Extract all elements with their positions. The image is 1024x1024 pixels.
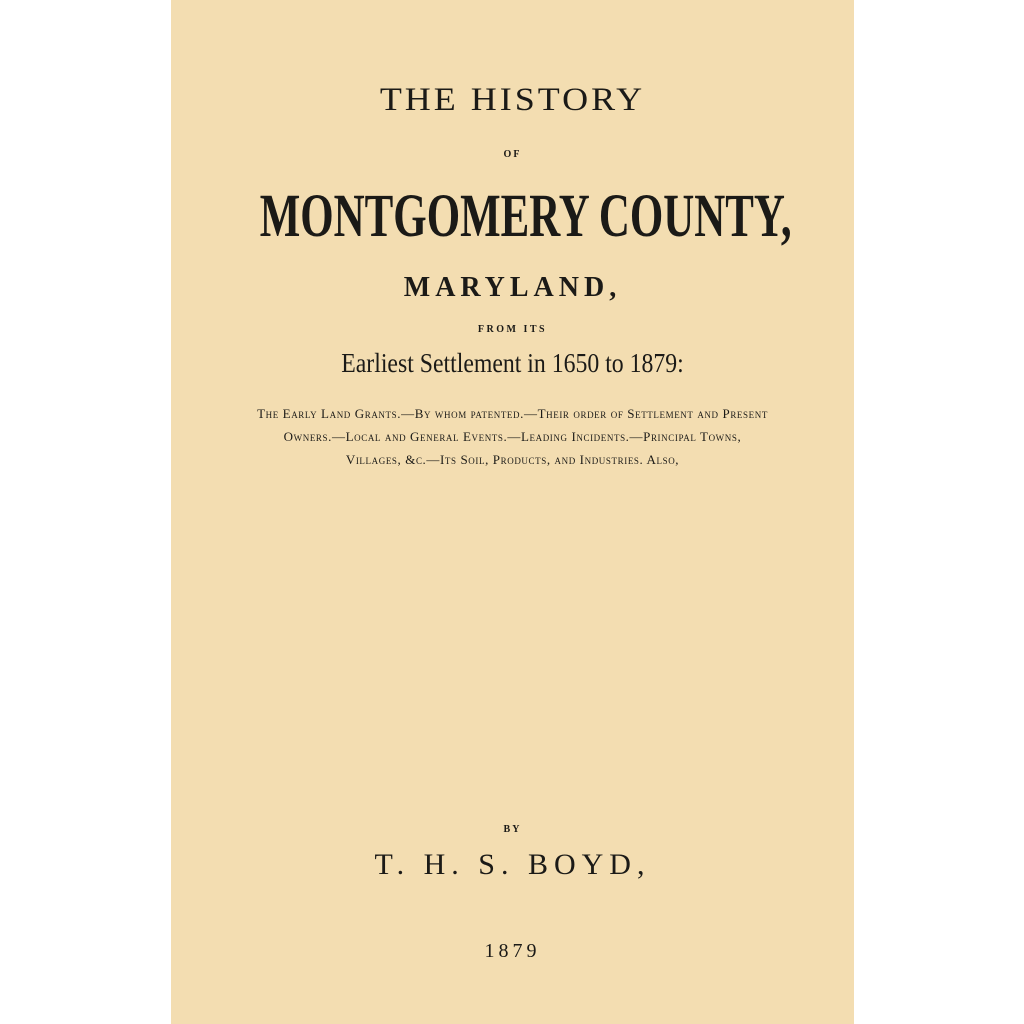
- connector-from: FROM ITS: [477, 324, 548, 335]
- connector-of: OF: [503, 149, 522, 160]
- main-title: MONTGOMERY COUNTY,: [259, 181, 792, 250]
- heading-line: THE HISTORY: [379, 81, 646, 117]
- publication-year: 1879: [484, 940, 541, 962]
- state-name: MARYLAND,: [403, 272, 622, 303]
- author-name: T. H. S. BOYD,: [374, 848, 651, 881]
- connector-by: BY: [503, 824, 522, 835]
- book-title-page: [171, 0, 854, 1024]
- subtitle: Earliest Settlement in 1650 to 1879:: [341, 348, 684, 378]
- description: The Early Land Grants.—By whom patented.—Their order of Settlement and Present Owners.—Local and General Events.—Leading Incidents.—Principal Towns, Villages, &c.—Its Soil, Products, and Industries. Also,: [257, 406, 768, 467]
